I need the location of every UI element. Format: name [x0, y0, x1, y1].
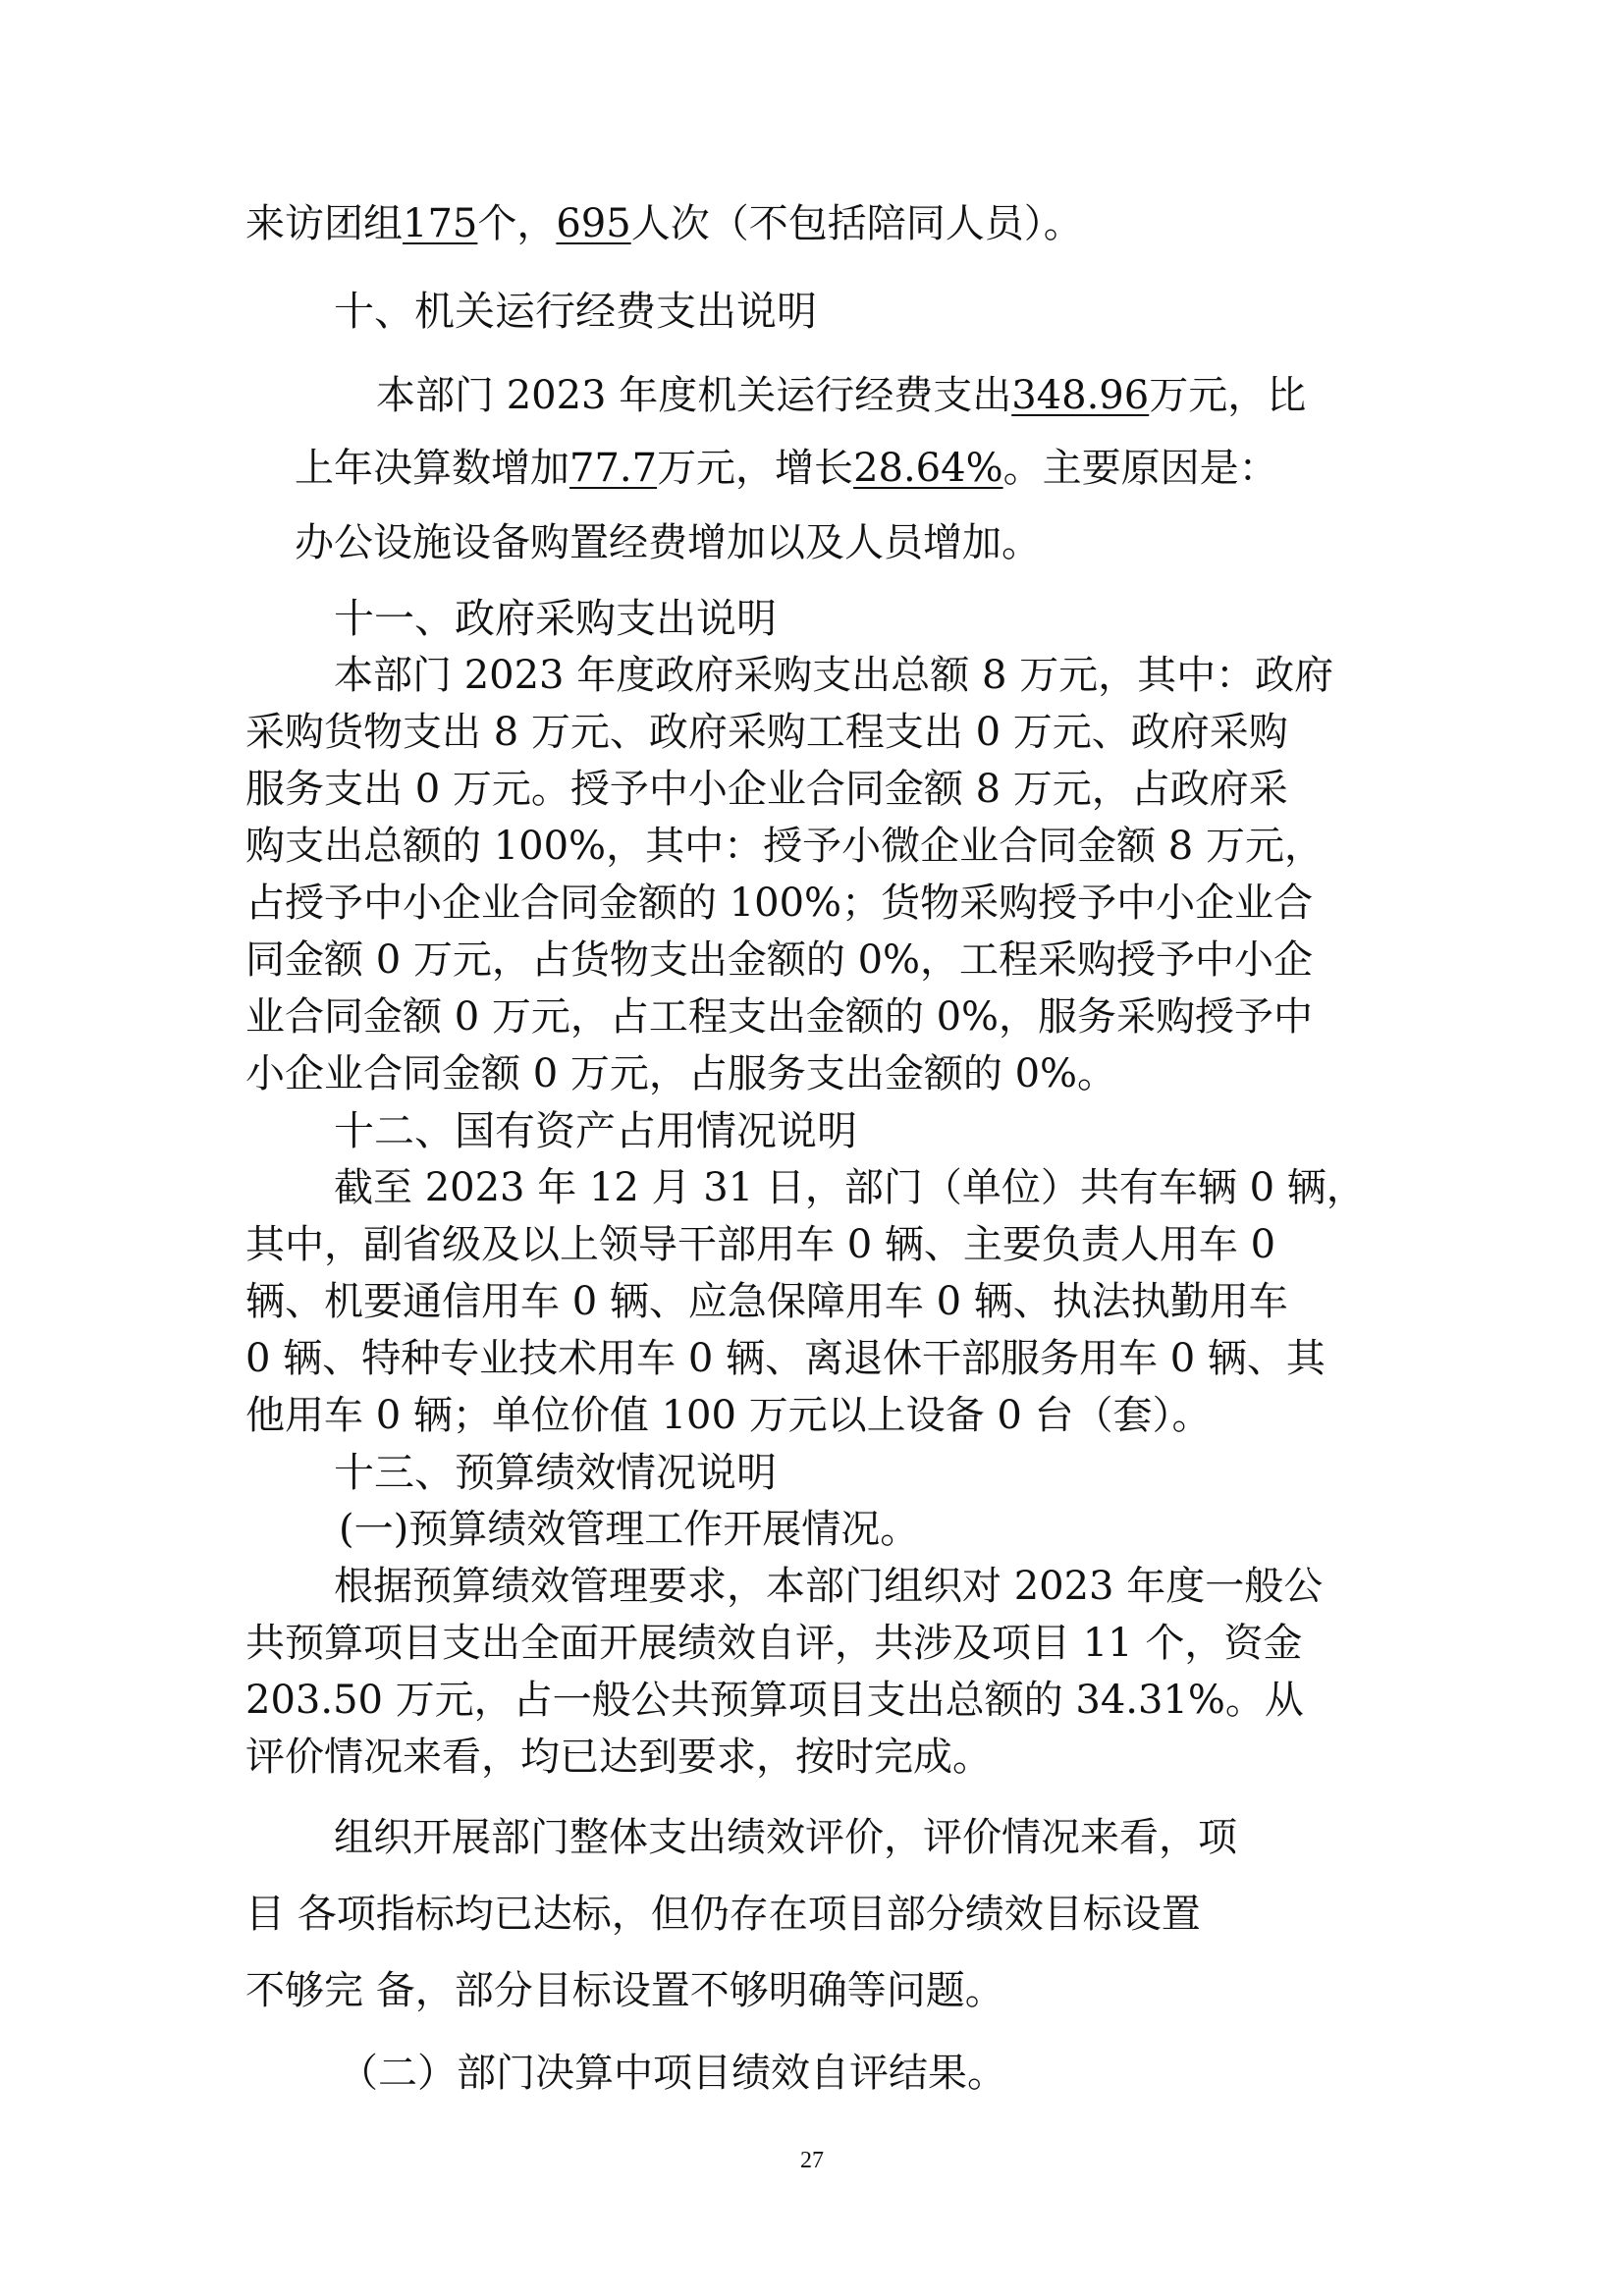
text-line-23: 根据预算绩效管理要求，本部门组织对 2023 年度一般公 [334, 1564, 1324, 1609]
text-line-17: 其中，副省级及以上领导干部用车 0 辆、主要负责人用车 0 [245, 1222, 1276, 1267]
text-line-10: 购支出总额的 100%，其中：授予小微企业合同金额 8 万元， [245, 824, 1324, 869]
underlined-number: 28.64% [853, 446, 1003, 491]
text-line-24: 共预算项目支出全面开展绩效自评，共涉及项目 11 个，资金 [245, 1621, 1303, 1666]
text-line-19: 0 辆、特种专业技术用车 0 辆、离退休干部服务用车 0 辆、其 [245, 1336, 1326, 1381]
text-line-3: 本部门 2023 年度机关运行经费支出348.96万元，比 [376, 373, 1307, 418]
text-line-16: 截至 2023 年 12 月 31 日，部门（单位）共有车辆 0 辆， [334, 1165, 1366, 1210]
section-heading-12: 十二、国有资产占用情况说明 [334, 1107, 857, 1154]
text-line-25: 203.50 万元，占一般公共预算项目支出总额的 34.31%。从 [245, 1678, 1304, 1723]
section-heading-13: 十三、预算绩效情况说明 [334, 1449, 777, 1496]
text-line-26: 评价情况来看，均已达到要求，按时完成。 [245, 1735, 992, 1780]
section-heading-10: 十、机关运行经费支出说明 [334, 288, 817, 335]
text-line-7: 本部门 2023 年度政府采购支出总额 8 万元，其中：政府 [334, 653, 1334, 698]
subheading-2: （二）部门决算中项目绩效自评结果。 [339, 2051, 1006, 2096]
underlined-number: 175 [403, 201, 478, 246]
text-line-28: 目 各项指标均已达标，但仍存在项目部分绩效目标设置 [245, 1892, 1201, 1937]
text-line-9: 服务支出 0 万元。授予中小企业合同金额 8 万元，占政府采 [245, 767, 1288, 812]
underlined-number: 348.96 [1011, 373, 1150, 418]
text-line-8: 采购货物支出 8 万元、政府采购工程支出 0 万元、政府采购 [245, 710, 1288, 755]
text-line-11: 占授予中小企业合同金额的 100%；货物采购授予中小企业合 [245, 881, 1314, 926]
text-line-29: 不够完 备，部分目标设置不够明确等问题。 [245, 1968, 1004, 2013]
text-line-27: 组织开展部门整体支出绩效评价，评价情况来看，项 [334, 1815, 1237, 1860]
underlined-number: 77.7 [569, 446, 658, 491]
text-line-20: 他用车 0 辆；单位价值 100 万元以上设备 0 台（套）。 [245, 1393, 1212, 1438]
text-line-1: 来访团组175个，695人次（不包括陪同人员）。 [245, 201, 1083, 246]
text-line-18: 辆、机要通信用车 0 辆、应急保障用车 0 辆、执法执勤用车 [245, 1279, 1288, 1324]
text-line-12: 同金额 0 万元，占货物支出金额的 0%，工程采购授予中小企 [245, 937, 1314, 983]
subheading-1: (一)预算绩效管理工作开展情况。 [339, 1507, 920, 1552]
text-line-4: 上年决算数增加77.7万元，增长28.64%。主要原因是： [295, 446, 1278, 491]
underlined-number: 695 [556, 201, 631, 246]
text-line-13: 业合同金额 0 万元，占工程支出金额的 0%，服务采购授予中 [245, 994, 1314, 1040]
section-heading-11: 十一、政府采购支出说明 [334, 595, 777, 642]
text-line-14: 小企业合同金额 0 万元，占服务支出金额的 0%。 [245, 1051, 1117, 1096]
page-number: 27 [800, 2148, 824, 2173]
text-line-5: 办公设施设备购置经费增加以及人员增加。 [295, 520, 1041, 565]
